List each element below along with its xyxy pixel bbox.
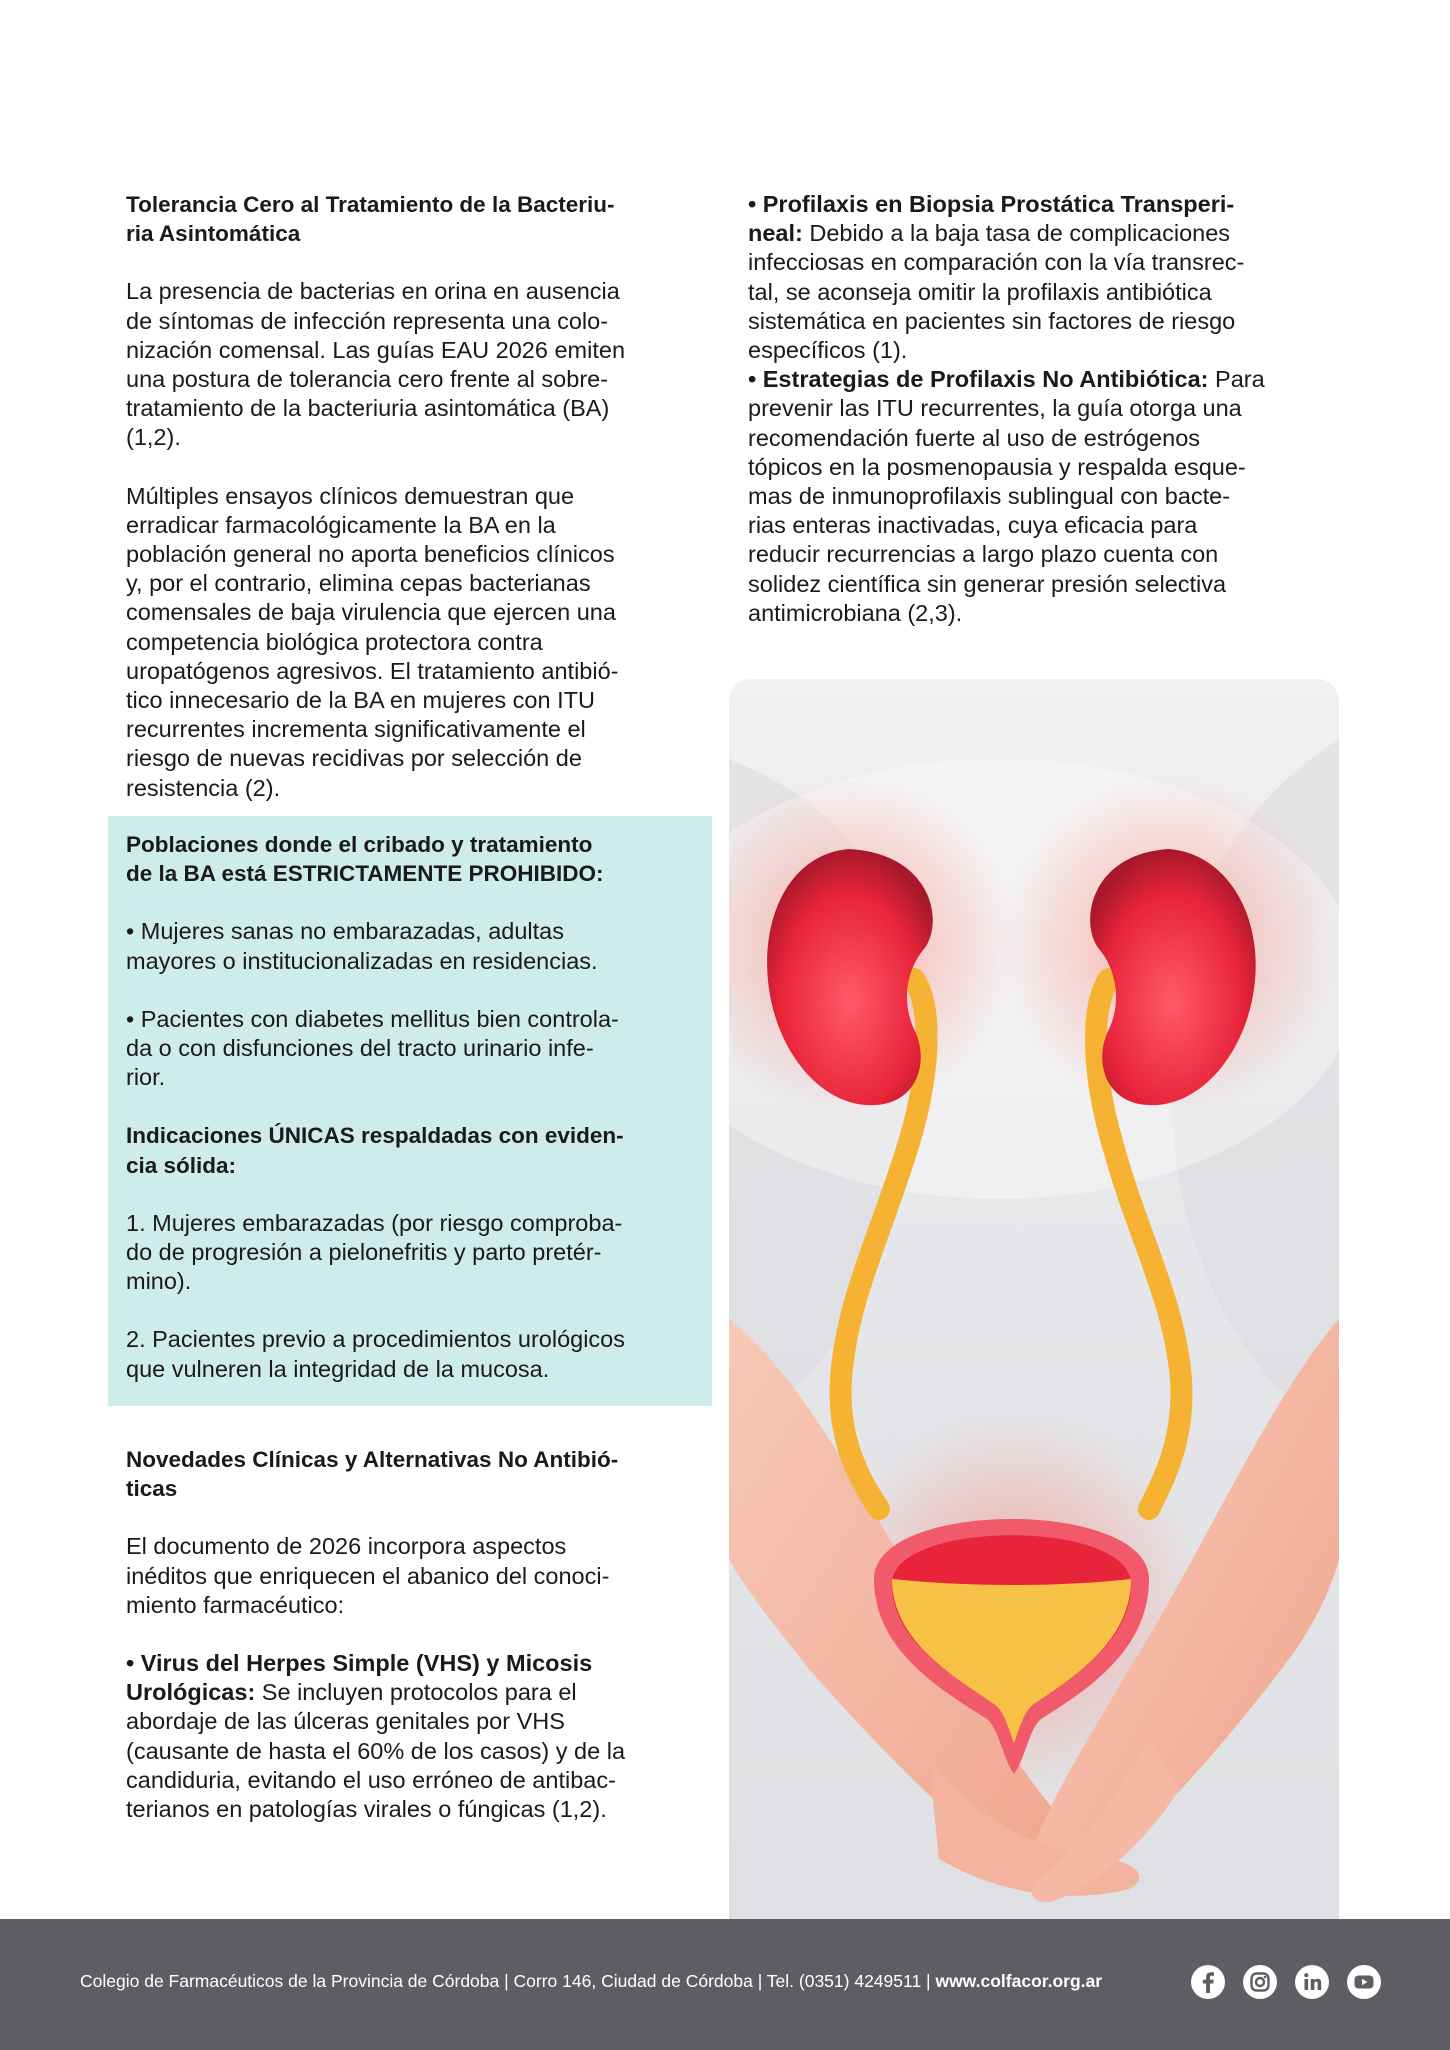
bullet-non-antibiotic-prophylaxis: • Estrategias de Profilaxis No Antibiótica: Para prevenir las ITU recurrentes, la guía otorga una recomendación fuerte al uso de estrógenos tópicos en la posmenopausia y respalda esque- mas de inmunoprofilaxis sublingual con bacte- rias enteras inactivadas, cuya eficacia para reducir recurrencias a largo plazo cuenta con solidez científica sin generar presión selectiva antimicrobiana (2,3). — [748, 366, 1265, 626]
paragraph-trials: Múltiples ensayos clínicos demuestran que erradicar farmacológicamente la BA en la población general no aporta beneficios clínicos y, por el contrario, elimina cepas bacterianas comensales de baja virulencia que ejercen una competencia biológica protectora contra uropatógenos agresivos. El tratamiento antibió- tico innecesario de la BA en mujeres con ITU recurrentes incrementa significativamente el riesgo de nuevas recidivas por selección de resistencia (2). — [126, 482, 619, 801]
indications-heading: Indicaciones ÚNICAS respaldadas con eviden- cia sólida: — [126, 1123, 624, 1178]
footer-contact: Colegio de Farmacéuticos de la Provincia de Córdoba | Corro 146, Ciudad de Córdoba | Tel. (0351) 4249511 | www.colfacor.org.ar — [80, 1971, 1103, 1991]
instagram-icon[interactable] — [1242, 1964, 1278, 2000]
indication-item-2: 2. Pacientes previo a procedimientos urológicos que vulneren la integridad de la mucosa. — [126, 1326, 625, 1382]
youtube-icon[interactable] — [1346, 1964, 1382, 2000]
highlight-box — [108, 816, 712, 1406]
left-column — [126, 190, 706, 803]
footer — [0, 1919, 1450, 2050]
right-column — [748, 190, 1333, 628]
website-link[interactable]: www.colfacor.org.ar — [935, 1971, 1103, 1991]
prohibited-bullet-1: • Mujeres sanas no embarazadas, adultas mayores o institucionalizadas en residencias. — [126, 918, 598, 974]
linkedin-icon[interactable] — [1294, 1964, 1330, 2000]
bullet-vhs: • Virus del Herpes Simple (VHS) y Micosis Urológicas: Se incluyen protocolos para el abordaje de las úlceras genitales por VHS (causante de hasta el 60% de los casos) y de la candiduria, evitando el uso erróneo de antibac- terianos en patologías virales o fúngicas (1,2). — [126, 1650, 626, 1823]
prohibited-bullet-2: • Pacientes con diabetes mellitus bien controla- da o con disfunciones del tracto urinario infe- rior. — [126, 1005, 619, 1091]
left-column-bottom — [126, 1445, 706, 1824]
paragraph-document-2026: El documento de 2026 incorpora aspectos inéditos que enriquecen el abanico del conoci- miento farmacéutico: — [126, 1533, 610, 1618]
section-heading-novedades: Novedades Clínicas y Alternativas No Antibió- ticas — [126, 1447, 619, 1502]
section-heading-bacteriuria: Tolerancia Cero al Tratamiento de la Bacteriu- ria Asintomática — [126, 192, 615, 247]
paragraph-presence: La presencia de bacterias en orina en ausencia de síntomas de infección representa una colo- nización comensal. Las guías EAU 2026 emiten una postura de tolerancia cero frente al sobre- tratamiento de la bacteriuria asintomática (BA) (1,2). — [126, 278, 626, 451]
urinary-tract-illustration — [729, 679, 1339, 1919]
prohibited-populations-heading: Poblaciones donde el cribado y tratamiento de la BA está ESTRICTAMENTE PROHIBIDO: — [126, 832, 604, 887]
facebook-icon[interactable] — [1190, 1964, 1226, 2000]
indication-item-1: 1. Mujeres embarazadas (por riesgo comproba- do de progresión a pielonefritis y parto pretér- mino). — [126, 1209, 623, 1295]
bullet-prophylaxis-biopsy: • Profilaxis en Biopsia Prostática Transperi- neal: Debido a la baja tasa de complicaciones infecciosas en comparación con la vía transrec- tal, se aconseja omitir la profilaxis antibiótica sistemática en pacientes sin factores de riesgo específicos (1). — [748, 191, 1245, 364]
